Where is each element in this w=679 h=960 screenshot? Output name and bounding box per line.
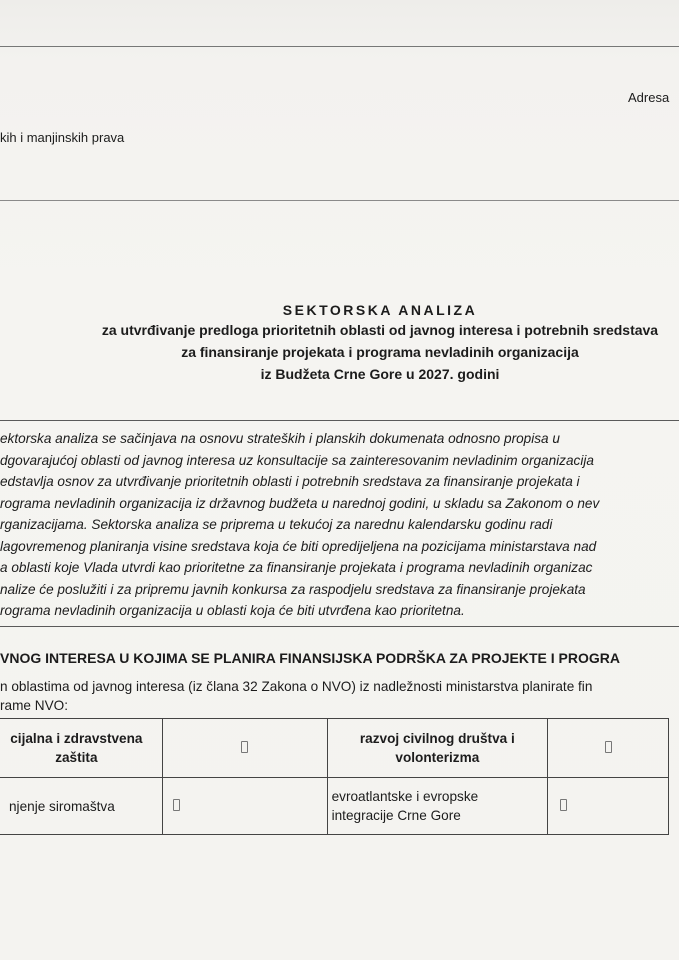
area-checkbox-cell[interactable] [548,778,669,835]
intro-bottom-rule [0,626,679,627]
address-label: Adresa [628,90,670,105]
section-question-line-2: rame NVO: [0,698,68,713]
intro-line: ektorska analiza se sačinjava na osnovu strateških i planskih dokumenata odnosno propisa u [0,431,560,446]
area-label-line: njenje siromaštva [9,798,115,814]
checkbox-euro-integration[interactable] [560,799,567,811]
area-checkbox-cell[interactable] [162,719,327,778]
table-row [0,778,669,835]
checkbox-poverty[interactable] [173,799,180,811]
intro-line: a oblasti koje Vlada utvrdi kao prioritetne za finansiranje projekata i programa nevladinih organizac [0,560,593,575]
intro-line: edstavlja osnov za utvrđivanje prioritetnih oblasti i potrebnih sredstava za finansiranje projekata i [0,474,580,489]
document-title: SEKTORSKA ANALIZA [282,302,478,318]
document-subtitle-line-3: iz Budžeta Crne Gore u 2027. godini [260,366,500,382]
area-label-civil-society [327,719,547,778]
checkbox-civil-society[interactable] [605,741,612,753]
ministry-name: kih i manjinskih prava [0,130,125,145]
area-label-social-health [0,719,162,778]
area-checkbox-cell[interactable] [548,719,669,778]
area-label-line: volonterizma [395,750,480,765]
area-label-line: zaštita [55,750,98,765]
intro-line: lagovremenog planiranja visine sredstava koja će biti opredijeljena na pozicijama ministarstava nad [0,538,597,554]
area-label-line: evroatlantske i evropske [331,789,479,804]
top-divider [0,46,679,47]
area-label-euro-integration [327,778,547,835]
area-label-poverty [0,778,162,835]
area-label-line: razvoj civilnog društva i [359,731,515,746]
intro-line: nalize će poslužiti i za pripremu javnih konkursa za raspodjelu sredstava za finansiranje projekata [0,581,586,597]
area-label-line: cijalna i zdravstvena [10,731,143,746]
intro-line: rograma nevladinih organizacija u oblasti koja će biti utvrđena kao prioritetna. [0,603,465,618]
document-subtitle-line-2: za finansiranje projekata i programa nevladinih organizacija [181,344,579,360]
checkbox-social-health[interactable] [241,741,248,753]
intro-line: dgovarajućoj oblasti od javnog interesa uz konsultacije sa zainteresovanim nevladinim organizacija [0,452,594,468]
intro-top-rule [0,420,679,421]
area-label-line: integracije Crne Gore [331,808,461,823]
header-divider [0,200,679,201]
intro-line: rganizacijama. Sektorska analiza se priprema u tekućoj za narednu kalendarsku godinu radi [0,517,553,532]
intro-paragraph [0,428,679,622]
document-subtitle-line-1: za utvrđivanje predloga prioritetnih oblasti od javnog interesa i potrebnih sredstava [101,322,659,338]
area-checkbox-cell[interactable] [162,778,327,835]
section-question-line-1: n oblastima od javnog interesa (iz člana 32 Zakona o NVO) iz nadležnosti ministarstva planirate fin [0,679,593,694]
table-row [0,719,669,778]
priority-areas-table [0,718,669,835]
section-heading: VNOG INTERESA U KOJIMA SE PLANIRA FINANSIJSKA PODRŠKA ZA PROJEKTE I PROGRA [0,650,620,666]
intro-line: rograma nevladinih organizacija iz državnog budžeta u narednoj godini, u skladu sa Zakonom o nev [0,495,600,511]
